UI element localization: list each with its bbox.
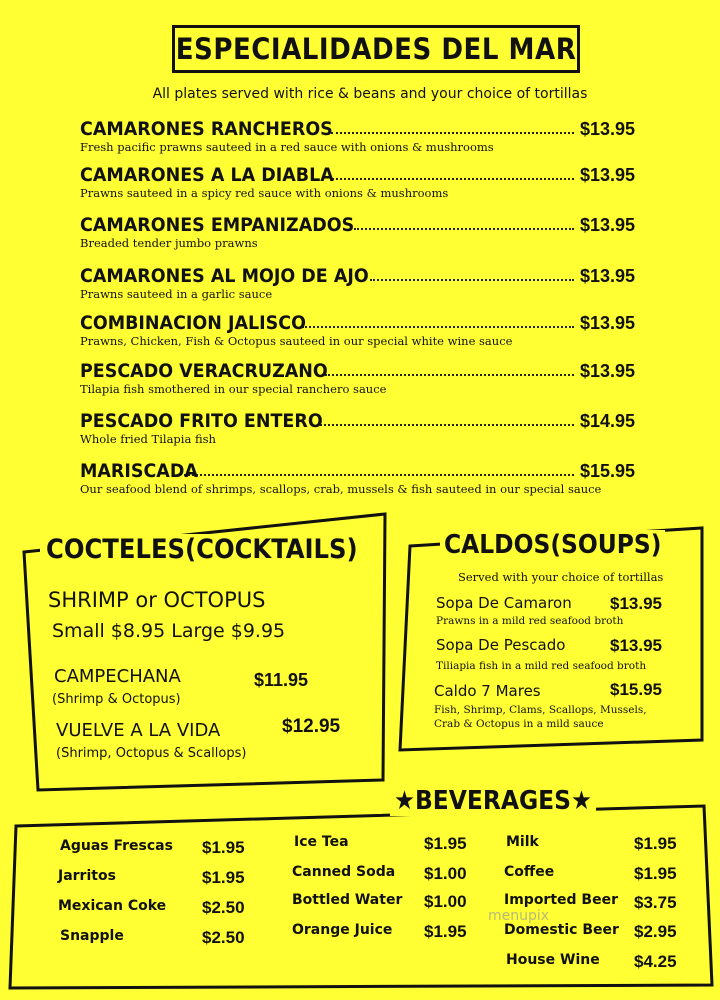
beverage-name: Domestic Beer [504,922,619,938]
watermark: menupix [488,908,550,924]
soup-desc: Crab & Octopus in a mild sauce [434,718,604,730]
item-name: PESCADO FRITO ENTERO [80,410,323,432]
beverage-name: Jarritos [58,868,116,884]
item-name: PESCADO VERACRUZANO [80,360,328,382]
beverage-name: Milk [506,834,539,850]
cocktail-sizes: Small $8.95 Large $9.95 [52,620,286,642]
beverage-price: $2.95 [634,922,677,941]
beverage-name: Aguas Frescas [60,838,173,854]
cocktails-title: COCTELES(COCKTAILS) [40,534,364,565]
soup-price: $13.95 [610,636,662,655]
cocktail-vuelve-desc: (Shrimp, Octopus & Scallops) [56,746,247,761]
item-name: COMBINACION JALISCO [80,312,306,334]
subtitle: All plates served with rice & beans and your choice of tortillas [152,86,588,102]
soup-name: Caldo 7 Mares [434,682,541,700]
beverages-title: ★BEVERAGES★ [390,786,596,816]
beverage-price: $1.95 [202,838,245,857]
beverage-price: $1.95 [634,834,677,853]
item-description: Our seafood blend of shrimps, scallops, crab, mussels & fish sauteed in our special sauce [80,482,602,496]
beverage-price: $1.95 [424,834,467,853]
soup-desc: Fish, Shrimp, Clams, Scallops, Mussels, [434,704,647,716]
beverage-name: House Wine [506,952,600,968]
soups-title: CALDOS(SOUPS) [440,530,665,560]
soup-name: Sopa De Pescado [436,636,566,654]
cocktail-campechana: CAMPECHANA [54,666,181,687]
item-price: $13.95 [579,165,635,185]
item-description: Prawns sauteed in a spicy red sauce with onions & mushrooms [80,186,449,200]
item-name: CAMARONES RANCHEROS [80,118,333,140]
item-name: MARISCADA [80,460,198,482]
item-price: $13.95 [579,215,635,235]
soup-price: $13.95 [610,594,662,613]
item-price: $13.95 [579,313,635,333]
beverage-name: Imported Beer [504,892,618,908]
item-description: Tilapia fish smothered in our special ranchero sauce [80,382,387,396]
item-price: $15.95 [579,461,635,481]
item-price: $13.95 [579,361,635,381]
beverage-name: Coffee [504,864,555,880]
beverage-name: Bottled Water [292,892,403,908]
beverage-price: $1.95 [424,922,467,941]
beverage-price: $1.00 [424,892,467,911]
beverage-price: $1.00 [424,864,467,883]
page-title: ESPECIALIDADES DEL MAR [175,32,577,66]
beverage-name: Canned Soda [292,864,396,880]
cocktail-vuelve: VUELVE A LA VIDA [56,720,221,741]
beverage-price: $2.50 [202,898,245,917]
item-description: Whole fried Tilapia fish [80,432,216,446]
beverage-price: $3.75 [634,893,677,912]
beverage-price: $4.25 [634,952,677,971]
soup-desc: Tiliapia fish in a mild red seafood broth [436,660,647,672]
soup-desc: Prawns in a mild red seafood broth [436,615,624,627]
beverage-name: Ice Tea [294,834,349,850]
item-price: $13.95 [579,119,635,139]
beverage-name: Orange Juice [292,922,393,938]
beverage-price: $1.95 [634,864,677,883]
cocktail-vuelve-price: $12.95 [282,716,341,737]
beverage-name: Mexican Coke [58,898,167,914]
beverage-price: $1.95 [202,868,245,887]
item-description: Breaded tender jumbo prawns [80,236,258,250]
cocktail-campechana-price: $11.95 [254,670,309,690]
item-name: CAMARONES AL MOJO DE AJO [80,265,369,287]
item-description: Fresh pacific prawns sauteed in a red sauce with onions & mushrooms [80,140,494,154]
beverage-price: $2.50 [202,928,245,947]
item-name: CAMARONES EMPANIZADOS [80,214,355,236]
cocktail-shrimp-octopus: SHRIMP or OCTOPUS [48,588,266,612]
item-price: $13.95 [579,266,635,286]
soup-price: $15.95 [610,680,662,699]
item-description: Prawns sauteed in a garlic sauce [80,287,273,301]
item-name: CAMARONES A LA DIABLA [80,164,334,186]
soup-name: Sopa De Camaron [436,594,572,612]
item-price: $14.95 [579,411,635,431]
soups-note: Served with your choice of tortillas [458,570,664,584]
beverage-name: Snapple [60,928,124,944]
cocktail-campechana-desc: (Shrimp & Octopus) [52,692,181,707]
item-description: Prawns, Chicken, Fish & Octopus sauteed in our special white wine sauce [80,334,513,348]
